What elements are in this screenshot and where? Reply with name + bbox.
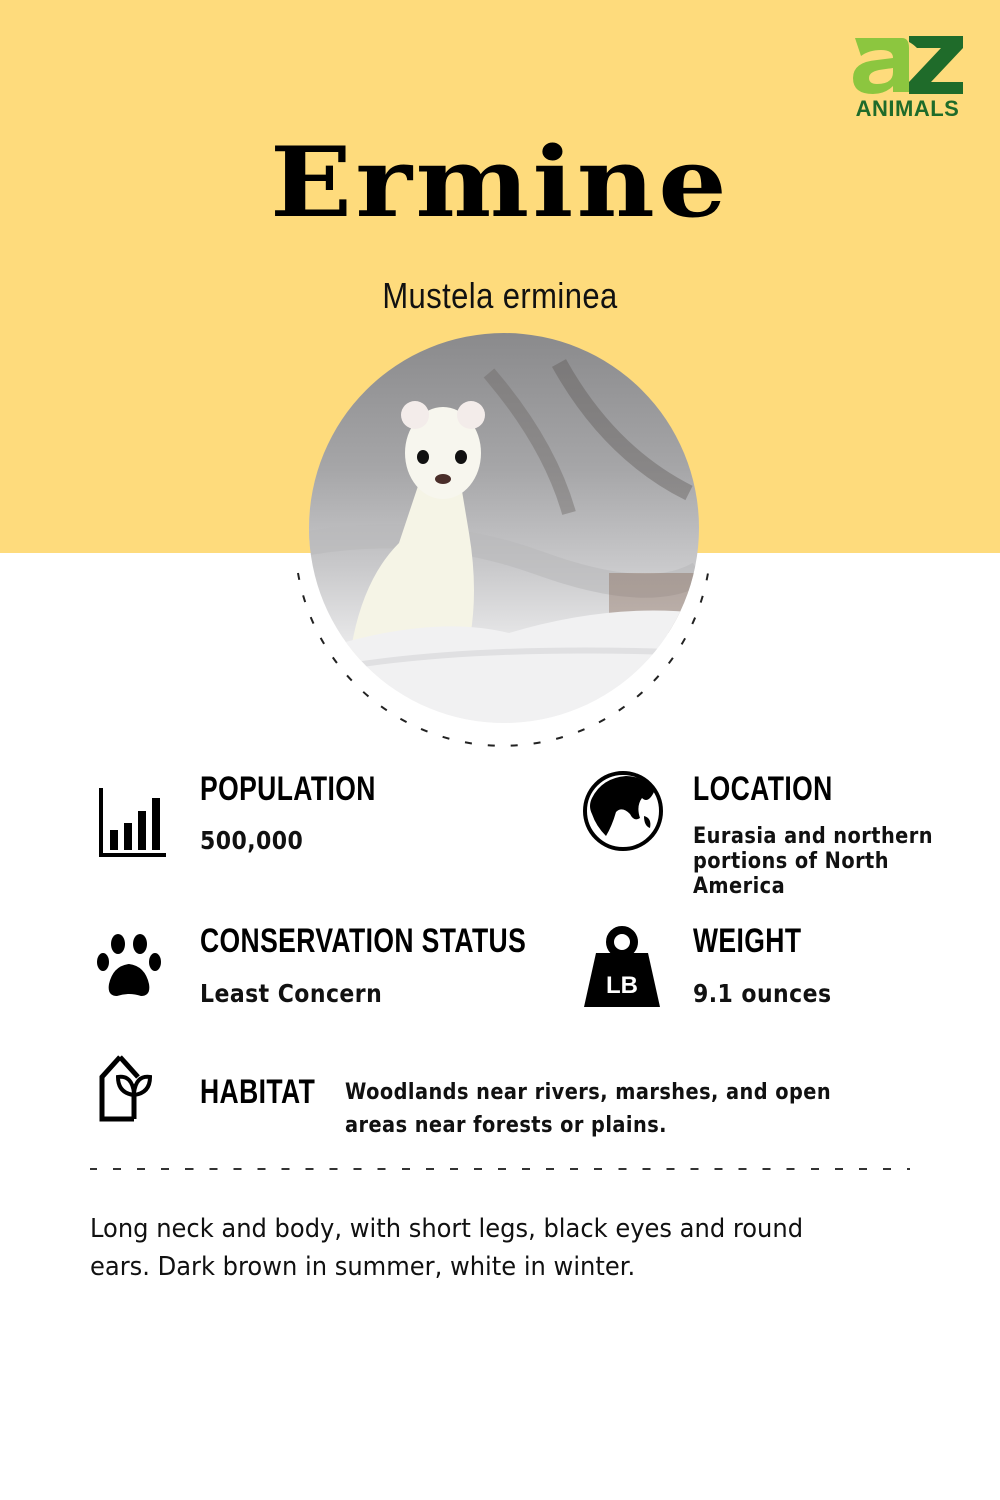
population-label: POPULATION [200, 770, 376, 808]
habitat-label: HABITAT [200, 1073, 316, 1111]
location-value-line-1: Eurasia and northern [693, 824, 933, 849]
paw-icon [95, 932, 163, 1000]
habitat-value-line-1: Woodlands near rivers, marshes, and open [345, 1080, 832, 1105]
dashed-divider [90, 1168, 910, 1170]
location-label: LOCATION [693, 770, 833, 808]
scientific-name: Mustela erminea [382, 275, 618, 316]
weight-label: WEIGHT [693, 922, 802, 960]
population-value: 500,000 [200, 826, 304, 855]
animal-photo-frame [288, 318, 718, 748]
ermine-illustration [309, 333, 699, 723]
description-line-2: ears. Dark brown in summer, white in winter. [90, 1252, 636, 1282]
conservation-label: CONSERVATION STATUS [200, 922, 527, 960]
bar-chart-icon [98, 785, 168, 860]
weight-lb-icon [582, 925, 662, 1010]
ermine-photo [309, 333, 699, 723]
description [90, 1210, 871, 1286]
globe-icon [582, 770, 664, 852]
description-line-1: Long neck and body, with short legs, black eyes and round [90, 1214, 804, 1244]
svg-text:LB: LB [606, 972, 638, 999]
location-value-line-3: America [693, 874, 786, 899]
logo-text: ANIMALS [855, 96, 960, 121]
az-logo-mark-icon [847, 28, 967, 98]
location-value-line-2: portions of North [693, 849, 889, 874]
weight-value: 9.1 ounces [693, 979, 832, 1008]
az-animals-logo[interactable] [845, 28, 970, 123]
page-title: Ermine [270, 126, 730, 239]
house-plant-icon [98, 1053, 180, 1123]
habitat-value-line-2: areas near forests or plains. [345, 1113, 667, 1138]
conservation-value: Least Concern [200, 979, 383, 1008]
